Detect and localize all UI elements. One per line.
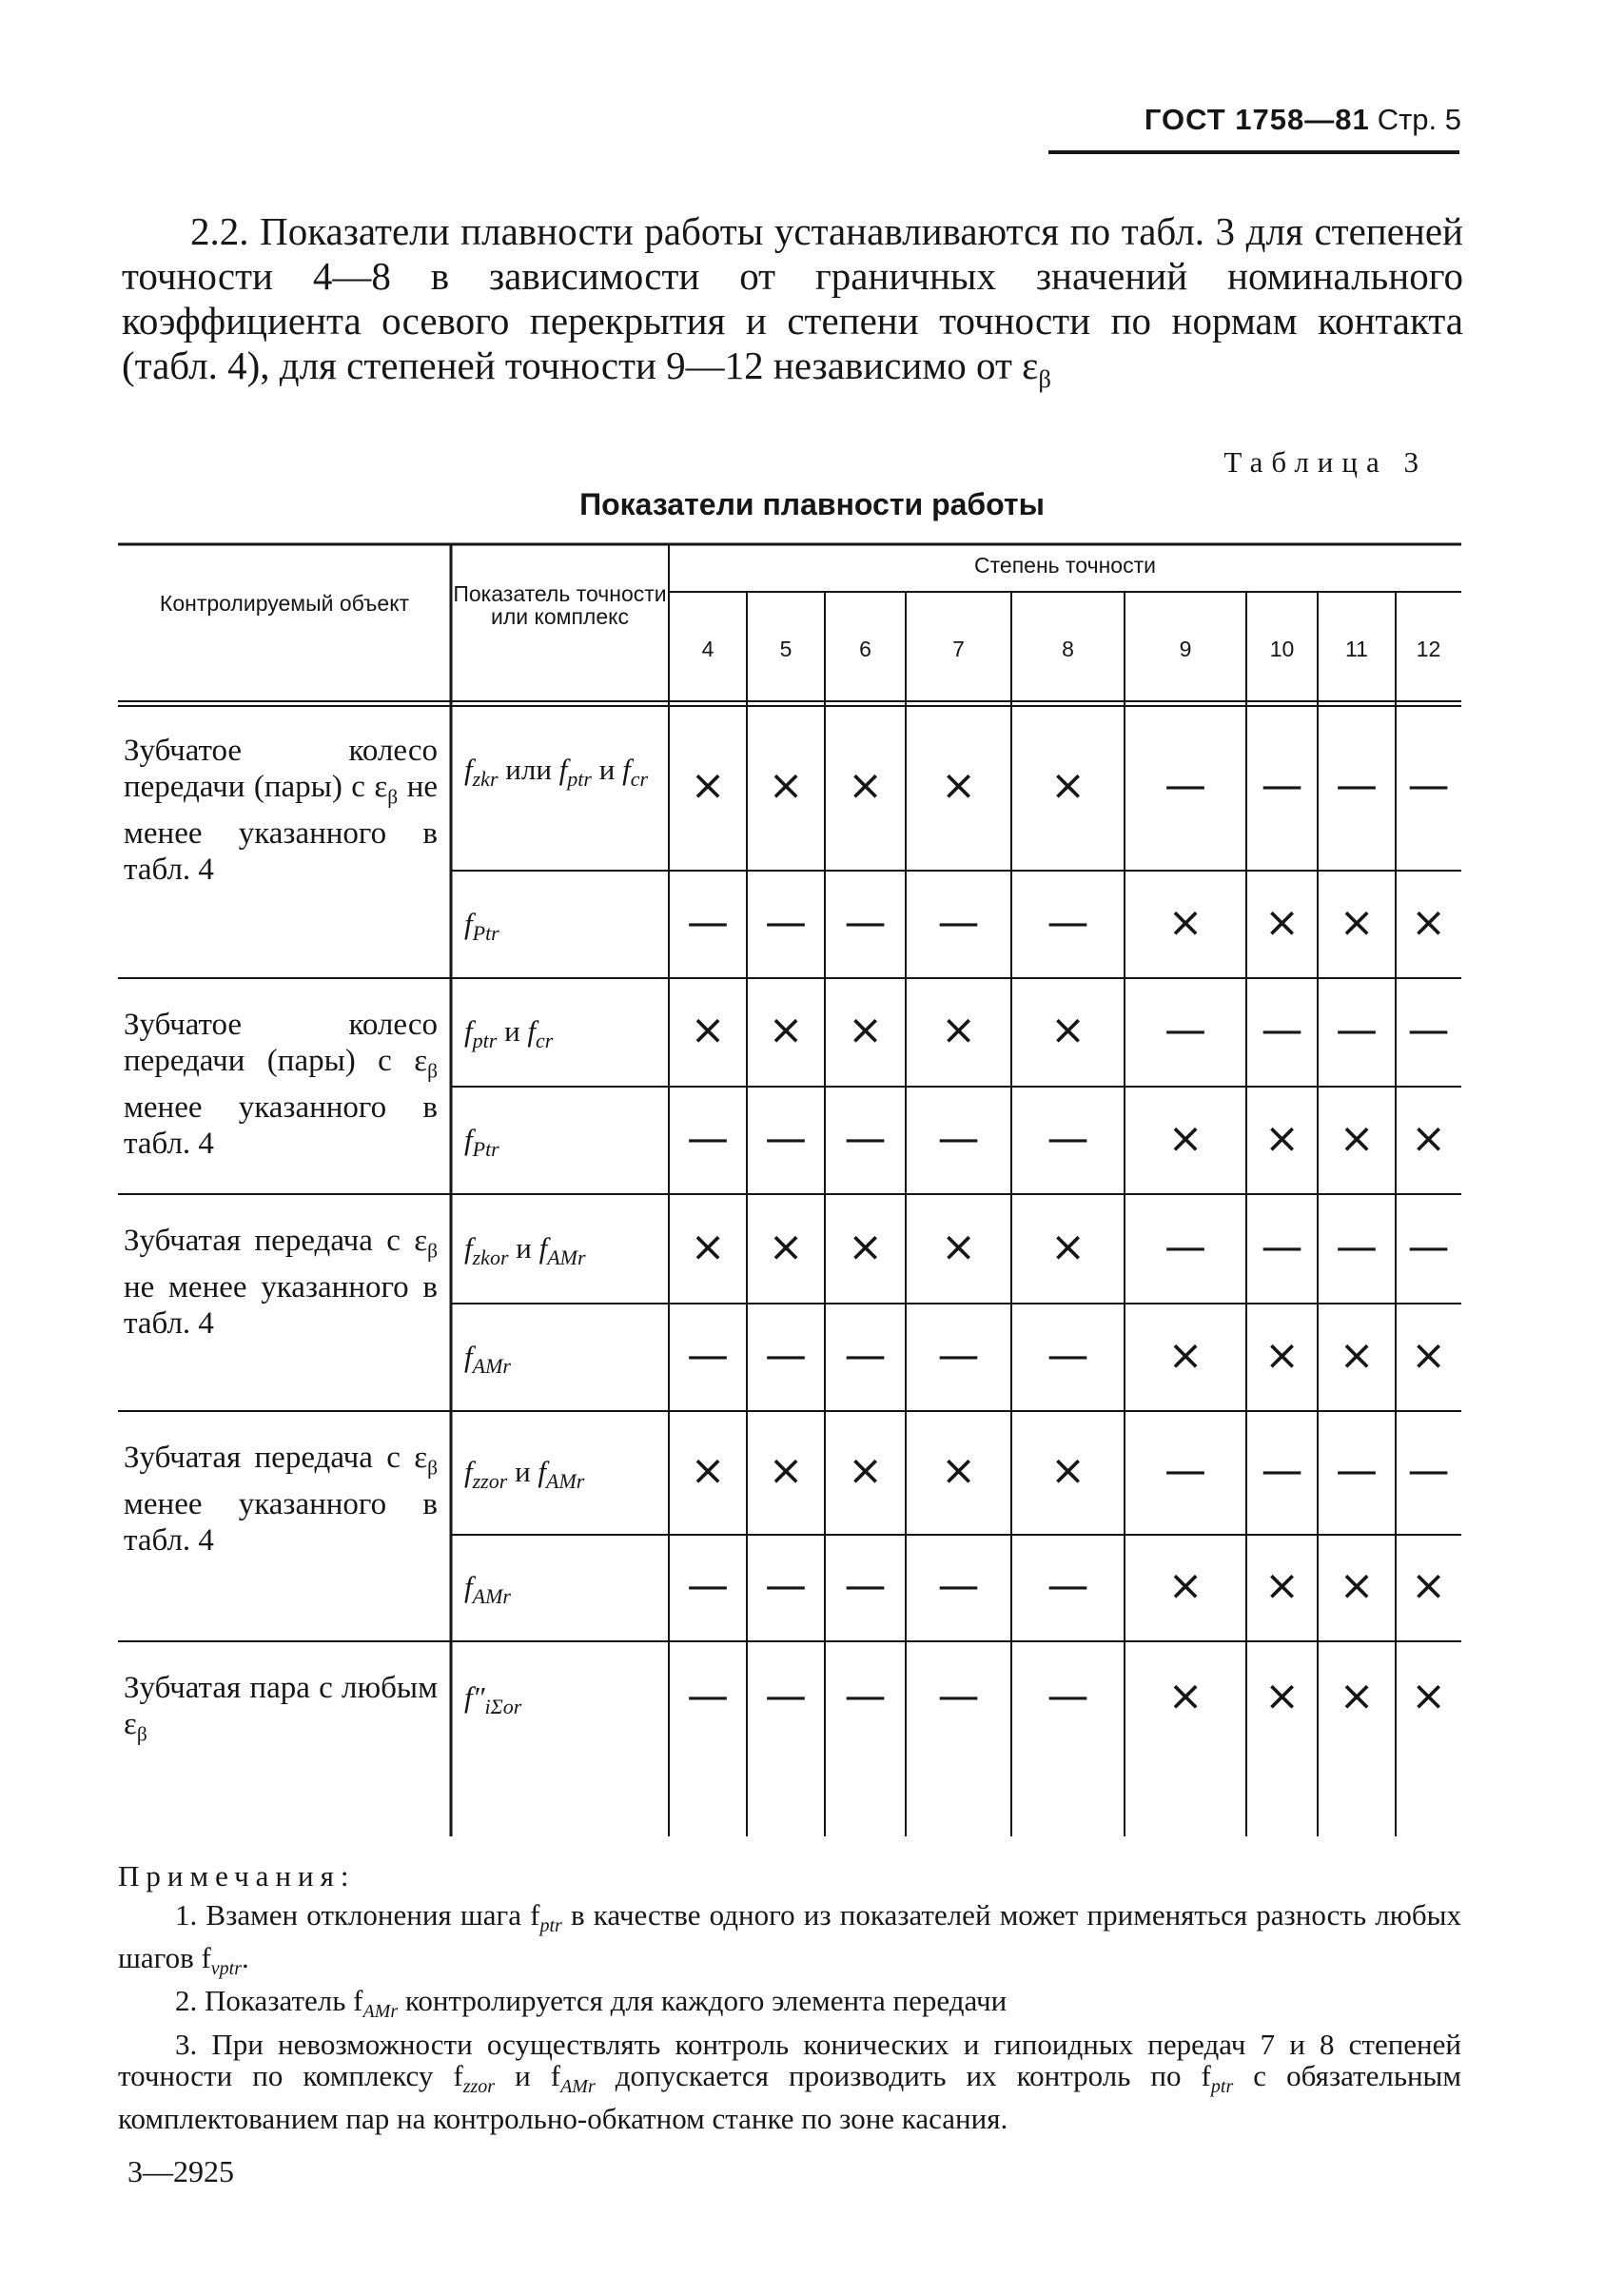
mark-cell: — — [1261, 1006, 1303, 1054]
grade-header-8: 8 — [1062, 637, 1074, 661]
mark-cell: × — [1411, 1113, 1446, 1163]
notes-title: Примечания: — [118, 1859, 356, 1893]
mark-cell: × — [1050, 1006, 1086, 1054]
mark-cell: — — [687, 1330, 729, 1380]
object-cell: Зубчатая пара с любым $\varepsilon_\beta$ — [124, 1671, 438, 1746]
mark-cell: — — [687, 897, 729, 947]
mark-cell: × — [848, 1006, 883, 1054]
indicator-cell: $f_{zkor}$ и $f_{AMr}$ — [464, 1230, 586, 1269]
mark-cell: — — [1407, 1006, 1450, 1054]
mark-cell: × — [1264, 897, 1300, 947]
mark-cell: — — [844, 1330, 887, 1380]
grade-header-5: 5 — [779, 637, 792, 661]
mark-cell: × — [768, 1222, 804, 1271]
mark-cell: — — [1336, 1222, 1378, 1271]
notes — [118, 1860, 1461, 2134]
mark-cell: × — [1411, 897, 1446, 947]
indicator-cell: $f_{Ptr}$ — [464, 906, 499, 945]
print-code: 3—2925 — [127, 2154, 234, 2188]
mark-cell: × — [1264, 1330, 1300, 1380]
mark-cell: × — [941, 1006, 976, 1054]
mark-cell: — — [1261, 1446, 1303, 1495]
note-3: 3. При невозможности осуществлять контроль конических и гипоидных передач 7 и 8 степеней точности по комплексу $f_{zzor}$ и $f_{AMr}$ допускается производить их контроль по $f_{ptr}$ с обязательным комплектованием пар на контрольно-обкатном станке по зоне касания. — [118, 2027, 1461, 2135]
standard-number: ГОСТ 1758—81 — [1144, 103, 1370, 136]
mark-cell: — — [1047, 1672, 1089, 1720]
table-number: Таблица 3 — [1223, 445, 1427, 479]
object-cell: Зубчатое колесо передачи (пары) с $\varepsilon_\beta$ не менее указанного в табл. 4 — [124, 734, 439, 887]
mark-cell: × — [690, 1006, 726, 1054]
mark-cell: — — [1261, 1222, 1303, 1271]
mark-cell: — — [1164, 1222, 1206, 1271]
mark-cell: — — [1336, 1446, 1378, 1495]
mark-cell: — — [1336, 1006, 1378, 1054]
object-cell: Зубчатая передача с $\varepsilon_\beta$ менее указанного в табл. 4 — [124, 1441, 438, 1558]
mark-cell: — — [937, 1330, 980, 1380]
mark-cell: × — [768, 760, 804, 810]
object-cell: Зубчатое колесо передачи (пары) с $\varepsilon_\beta$ менее указанного в табл. 4 — [124, 1008, 438, 1161]
grade-header-11: 11 — [1345, 637, 1368, 661]
note-1: 1. Взамен отклонения шага $f_{ptr}$ в качестве одного из показателей может применяться разность любых шагов $f_{vptr}$. — [118, 1898, 1461, 1980]
indicator-cell: $f_{zkr}$ или $f_{ptr}$ и $f_{cr}$ — [464, 752, 649, 791]
col-header-indicator: Показатель точности или комплекс — [453, 581, 667, 629]
indicator-cell: $f_{zzor}$ и $f_{AMr}$ — [464, 1455, 585, 1494]
mark-cell: × — [1411, 1561, 1446, 1610]
grade-header-7: 7 — [952, 637, 965, 661]
mark-cell: × — [1264, 1561, 1300, 1610]
mark-cell: × — [1167, 897, 1203, 947]
mark-cell: × — [1339, 1330, 1375, 1380]
mark-cell: × — [1167, 1113, 1203, 1163]
mark-cell: × — [941, 1446, 976, 1495]
grade-header-6: 6 — [859, 637, 871, 661]
object-cell: Зубчатая передача с $\varepsilon_\beta$ не менее указанного в табл. 4 — [124, 1224, 438, 1341]
mark-cell: — — [1047, 1330, 1089, 1380]
mark-cell: — — [765, 1561, 807, 1610]
mark-cell: — — [1164, 760, 1206, 810]
mark-cell: × — [1264, 1113, 1300, 1163]
mark-cell: — — [1164, 1006, 1206, 1054]
mark-cell: × — [690, 1222, 726, 1271]
note-2: 2. Показатель $f_{AMr}$ контролируется для каждого элемента передачи — [175, 1984, 1008, 2023]
grade-header-10: 10 — [1269, 637, 1295, 661]
mark-cell: × — [1167, 1561, 1203, 1610]
col-header-object: Контролируемый объект — [159, 591, 410, 616]
intro-paragraph: 2.2. Показатели плавности работы устанавливаются по табл. 3 для степеней точности 4—8 в зависимости от граничных значений номинального коэффициента осевого перекрытия и степени точности по нормам контакта (табл. 4), для степеней точности 9—12 независимо от $\varepsilon_\beta$ — [122, 209, 1463, 394]
indicator-cell: $f_{ptr}$ и $f_{cr}$ — [464, 1014, 554, 1053]
mark-cell: — — [765, 1113, 807, 1163]
mark-cell: — — [937, 897, 980, 947]
mark-cell: — — [844, 1561, 887, 1610]
grade-header-12: 12 — [1416, 637, 1441, 661]
mark-cell: — — [687, 1113, 729, 1163]
page-number: Стр. 5 — [1377, 103, 1461, 136]
mark-cell: × — [768, 1446, 804, 1495]
mark-cell: × — [1050, 1446, 1086, 1495]
mark-cell: — — [765, 1330, 807, 1380]
mark-cell: — — [687, 1561, 729, 1610]
mark-cell: × — [1264, 1672, 1300, 1720]
mark-cell: — — [1336, 760, 1378, 810]
indicator-cell: $f''_{i\Sigma or}$ — [464, 1680, 522, 1719]
col-header-grades: Степень точности — [974, 553, 1156, 578]
mark-cell: — — [937, 1672, 980, 1720]
mark-cell: — — [765, 897, 807, 947]
mark-cell: × — [1339, 1672, 1375, 1720]
grade-header-9: 9 — [1179, 637, 1192, 661]
mark-cell: — — [1261, 760, 1303, 810]
mark-cell: — — [1407, 1446, 1450, 1495]
grade-header-4: 4 — [701, 637, 714, 661]
mark-cell: × — [768, 1006, 804, 1054]
mark-cell: × — [1050, 1222, 1086, 1271]
mark-cell: — — [844, 897, 887, 947]
mark-cell: × — [1339, 897, 1375, 947]
mark-cell: — — [1047, 897, 1089, 947]
mark-cell: — — [1407, 1222, 1450, 1271]
indicator-cell: $f_{Ptr}$ — [464, 1122, 499, 1161]
mark-cell: — — [937, 1561, 980, 1610]
table-title: Показатели плавности работы — [579, 487, 1045, 521]
mark-cell: — — [1407, 760, 1450, 810]
mark-cell: — — [844, 1672, 887, 1720]
mark-cell: — — [687, 1672, 729, 1720]
indicator-cell: $f_{AMr}$ — [464, 1570, 511, 1609]
mark-cell: × — [1411, 1330, 1446, 1380]
mark-cell: × — [848, 1222, 883, 1271]
mark-cell: — — [1047, 1561, 1089, 1610]
mark-cell: — — [1164, 1446, 1206, 1495]
mark-cell: × — [1411, 1672, 1446, 1720]
mark-cell: — — [937, 1113, 980, 1163]
mark-cell: × — [1050, 760, 1086, 810]
mark-cell: × — [1167, 1672, 1203, 1720]
mark-cell: — — [765, 1672, 807, 1720]
mark-cell: × — [690, 1446, 726, 1495]
mark-cell: × — [848, 760, 883, 810]
mark-cell: × — [1167, 1330, 1203, 1380]
mark-cell: × — [1339, 1561, 1375, 1610]
mark-cell: × — [848, 1446, 883, 1495]
mark-cell: × — [941, 1222, 976, 1271]
mark-cell: × — [941, 760, 976, 810]
mark-cell: — — [844, 1113, 887, 1163]
mark-cell: × — [1339, 1113, 1375, 1163]
mark-cell: — — [1047, 1113, 1089, 1163]
indicator-cell: $f_{AMr}$ — [464, 1339, 511, 1378]
mark-cell: × — [690, 760, 726, 810]
